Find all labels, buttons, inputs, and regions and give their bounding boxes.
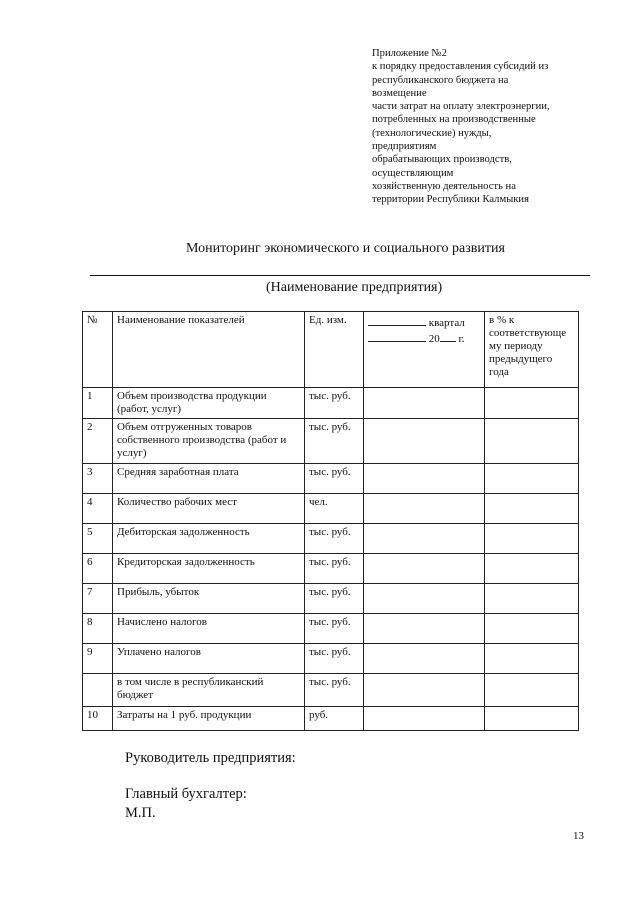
appendix-line: Приложение №2	[372, 48, 447, 59]
document-title: Мониторинг экономического и социального развития	[186, 241, 505, 256]
appendix-line: хозяйственную деятельность на	[372, 180, 516, 192]
row-num: 6	[83, 554, 113, 584]
row-num: 4	[83, 494, 113, 524]
table-row	[83, 388, 579, 419]
quarter-label: квартал	[428, 317, 465, 329]
row-unit: тыс. руб.	[305, 419, 364, 464]
row-percent-value[interactable]	[485, 614, 579, 644]
row-num: 7	[83, 584, 113, 614]
row-quarter-value[interactable]	[364, 674, 485, 707]
row-name: Объем производства продукции (работ, услуг)	[113, 388, 305, 419]
row-percent-value[interactable]	[485, 464, 579, 494]
row-percent-value[interactable]	[485, 419, 579, 464]
appendix-line: республиканского бюджета на	[372, 74, 509, 86]
table-row	[83, 524, 579, 554]
year-prefix: 20	[428, 333, 440, 345]
row-name: Прибыль, убыток	[113, 584, 305, 614]
stamp-placeholder: М.П.	[125, 805, 156, 821]
row-percent-value[interactable]	[485, 524, 579, 554]
row-name: Кредиторская задолженность	[113, 554, 305, 584]
signature-accountant: Главный бухгалтер:	[125, 786, 247, 802]
row-percent-value[interactable]	[485, 674, 579, 707]
row-quarter-value[interactable]	[364, 464, 485, 494]
row-num: 1	[83, 388, 113, 419]
row-percent-value[interactable]	[485, 584, 579, 614]
row-num: 8	[83, 614, 113, 644]
row-unit: тыс. руб.	[305, 388, 364, 419]
row-name: в том числе в республиканский бюджет	[113, 674, 305, 707]
row-unit: тыс. руб.	[305, 584, 364, 614]
enterprise-name-line	[90, 275, 590, 276]
appendix-header	[372, 47, 622, 207]
header-num: №	[83, 312, 113, 388]
appendix-line: части затрат на оплату электроэнергии,	[372, 101, 550, 113]
row-unit: тыс. руб.	[305, 524, 364, 554]
row-unit: руб.	[305, 707, 364, 731]
header-quarter	[364, 312, 485, 388]
appendix-line: к порядку предоставления субсидий из	[372, 61, 549, 73]
signature-head: Руководитель предприятия:	[125, 750, 296, 766]
table-row	[83, 644, 579, 674]
year-suffix: г.	[458, 333, 465, 345]
row-percent-value[interactable]	[485, 707, 579, 731]
row-percent-value[interactable]	[485, 644, 579, 674]
appendix-line: обрабатывающих производств,	[372, 154, 512, 166]
row-unit: тыс. руб.	[305, 614, 364, 644]
row-unit: тыс. руб.	[305, 644, 364, 674]
row-unit: тыс. руб.	[305, 464, 364, 494]
row-name: Объем отгруженных товаров собственного производства (работ и услуг)	[113, 419, 305, 464]
row-num: 3	[83, 464, 113, 494]
table-row	[83, 674, 579, 707]
row-quarter-value[interactable]	[364, 554, 485, 584]
row-name: Дебиторская задолженность	[113, 524, 305, 554]
row-quarter-value[interactable]	[364, 419, 485, 464]
row-name: Средняя заработная плата	[113, 464, 305, 494]
row-quarter-value[interactable]	[364, 494, 485, 524]
table-row	[83, 707, 579, 731]
table-row	[83, 419, 579, 464]
header-name: Наименование показателей	[113, 312, 305, 388]
row-quarter-value[interactable]	[364, 584, 485, 614]
appendix-line: потребленных на производственные	[372, 114, 536, 126]
appendix-line: предприятиям	[372, 141, 437, 153]
row-num: 9	[83, 644, 113, 674]
header-unit: Ед. изм.	[305, 312, 364, 388]
table-row	[83, 494, 579, 524]
row-percent-value[interactable]	[485, 554, 579, 584]
row-percent-value[interactable]	[485, 494, 579, 524]
appendix-line: возмещение	[372, 87, 427, 99]
appendix-line: (технологические) нужды,	[372, 127, 492, 139]
monitoring-table	[82, 311, 579, 731]
row-name: Затраты на 1 руб. продукции	[113, 707, 305, 731]
row-num	[83, 674, 113, 707]
table-row	[83, 584, 579, 614]
table-row	[83, 614, 579, 644]
row-quarter-value[interactable]	[364, 707, 485, 731]
row-quarter-value[interactable]	[364, 524, 485, 554]
row-percent-value[interactable]	[485, 388, 579, 419]
appendix-line: осуществляющим	[372, 167, 454, 179]
row-name: Начислено налогов	[113, 614, 305, 644]
enterprise-name-caption: (Наименование предприятия)	[266, 280, 443, 295]
row-name: Уплачено налогов	[113, 644, 305, 674]
table-row	[83, 554, 579, 584]
row-num: 5	[83, 524, 113, 554]
row-unit: чел.	[305, 494, 364, 524]
header-percent: в % к соответствующе му периоду предыдущего года	[485, 312, 579, 388]
page-number: 13	[573, 830, 584, 842]
row-quarter-value[interactable]	[364, 644, 485, 674]
row-unit: тыс. руб.	[305, 554, 364, 584]
row-quarter-value[interactable]	[364, 388, 485, 419]
row-quarter-value[interactable]	[364, 614, 485, 644]
table-row	[83, 464, 579, 494]
row-num: 2	[83, 419, 113, 464]
appendix-line: территории Республики Калмыкия	[372, 194, 529, 206]
row-num: 10	[83, 707, 113, 731]
row-unit: тыс. руб.	[305, 674, 364, 707]
row-name: Количество рабочих мест	[113, 494, 305, 524]
table-header-row	[83, 312, 579, 388]
